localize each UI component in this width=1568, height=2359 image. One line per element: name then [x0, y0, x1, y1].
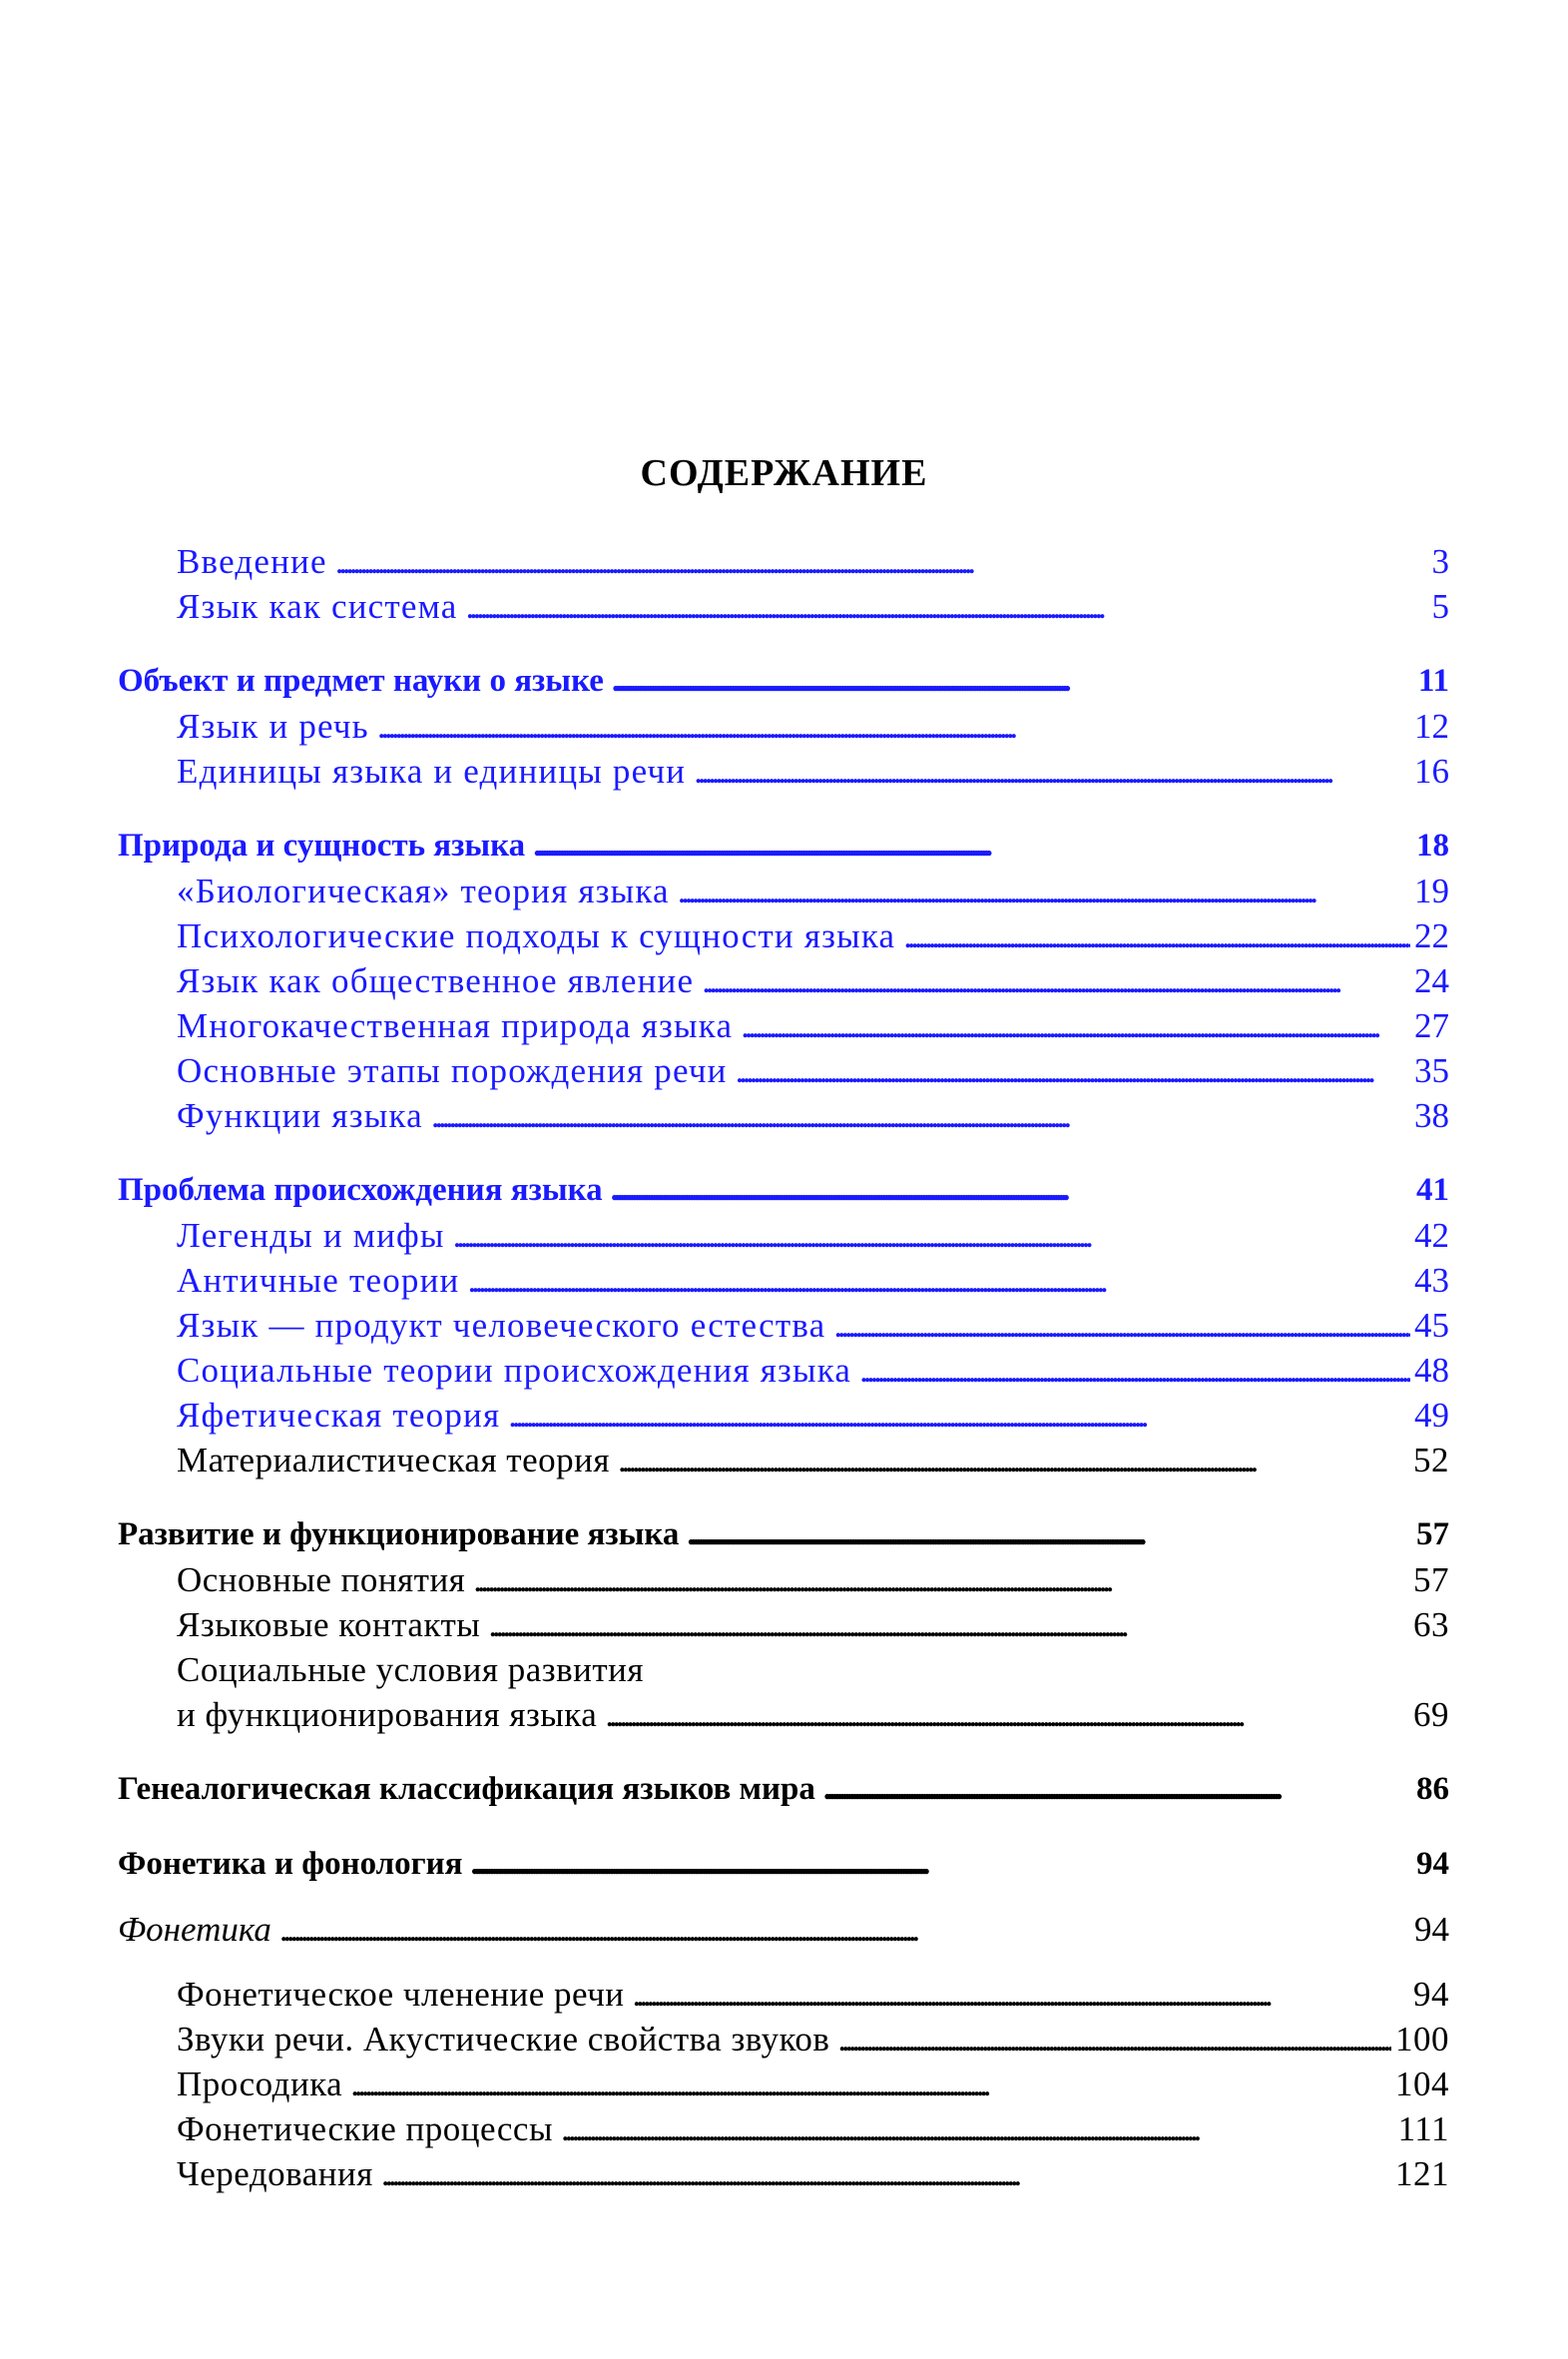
- dot-leader: [377, 704, 1410, 749]
- toc-chapter-heading: [118, 1767, 1449, 1812]
- toc-entry-title: Основные этапы порождения речи: [177, 1051, 728, 1090]
- toc-page-number: 16: [1414, 752, 1449, 791]
- toc-chapter-heading: [118, 1512, 1449, 1557]
- dot-leader: [633, 1972, 1409, 2017]
- toc-entry-title: Природа и сущность языка: [118, 828, 526, 864]
- toc-entry[interactable]: [118, 539, 1449, 584]
- toc-page-number: 48: [1414, 1351, 1449, 1390]
- toc-page-number: 22: [1414, 916, 1449, 955]
- toc-entry-title: Звуки речи. Акустические свойства звуков: [177, 2020, 830, 2059]
- toc-page-number: 35: [1414, 1051, 1449, 1090]
- toc-entry: [118, 1602, 1449, 1647]
- toc-page-number: 41: [1416, 1172, 1449, 1208]
- toc-entry: [118, 2106, 1449, 2151]
- dot-leader: [611, 1168, 1412, 1213]
- toc-entry: [118, 1972, 1449, 2017]
- dot-leader: [694, 749, 1410, 794]
- dot-leader: [350, 2062, 1391, 2106]
- toc-page-number: 42: [1414, 1216, 1449, 1255]
- toc-chapter-heading[interactable]: [118, 824, 1449, 869]
- dot-leader: [453, 1213, 1410, 1258]
- toc-entry: [118, 1647, 1449, 1692]
- toc-entry: [118, 2017, 1449, 2062]
- toc-entry: [118, 2062, 1449, 2106]
- toc-entry-title: Объект и предмет науки о языке: [118, 663, 604, 699]
- dot-leader: [903, 913, 1410, 958]
- dot-leader: [561, 2106, 1394, 2151]
- toc-entry[interactable]: [118, 1303, 1449, 1348]
- dot-leader: [471, 1842, 1412, 1887]
- toc-page-number: 57: [1416, 1516, 1449, 1552]
- dot-leader: [618, 1438, 1409, 1482]
- toc-entry-title: Основные понятия: [177, 1560, 466, 1599]
- toc-page-number: 18: [1416, 828, 1449, 864]
- dot-leader: [467, 1258, 1410, 1303]
- toc-entry[interactable]: [118, 1093, 1449, 1138]
- toc-entry[interactable]: [118, 704, 1449, 749]
- dot-leader: [488, 1602, 1409, 1647]
- toc-entry-title: Многокачественная природа языка: [177, 1006, 734, 1045]
- toc-entry-title: «Биологическая» теория языка: [177, 872, 670, 910]
- toc-entry-title: Язык и речь: [177, 707, 369, 746]
- dot-leader: [702, 958, 1410, 1003]
- dot-leader: [612, 659, 1414, 704]
- toc-entry[interactable]: [118, 1048, 1449, 1093]
- toc-entry-title: Материалистическая теория: [177, 1441, 610, 1479]
- dot-leader: [335, 539, 1428, 584]
- dot-leader: [508, 1393, 1410, 1438]
- toc-entry: [118, 2151, 1449, 2196]
- toc-entry-continuation: [118, 1692, 1449, 1737]
- toc-entry-title: Социальные условия развития: [177, 1650, 644, 1689]
- toc-page-number: 94: [1414, 1910, 1449, 1949]
- dot-leader: [381, 2151, 1391, 2196]
- toc-entry[interactable]: [118, 958, 1449, 1003]
- toc-entry-title: Фонетика и фонология: [118, 1846, 463, 1882]
- toc-entry-title: Введение: [177, 542, 327, 581]
- toc-entry[interactable]: [118, 584, 1449, 629]
- toc-page-number: 94: [1416, 1846, 1449, 1882]
- dot-leader: [678, 869, 1410, 913]
- toc-section-heading: [118, 1907, 1449, 1952]
- toc-entry[interactable]: [118, 1003, 1449, 1048]
- toc-entry-title: Социальные теории происхождения языка: [177, 1351, 852, 1390]
- toc-entry-title: Функции языка: [177, 1096, 423, 1135]
- toc-page-number: 38: [1414, 1096, 1449, 1135]
- toc-entry-title: Язык — продукт человеческого естества: [177, 1306, 826, 1345]
- toc-entry-title: Генеалогическая классификация языков мира: [118, 1771, 815, 1807]
- toc-entry-title: Легенды и мифы: [177, 1216, 445, 1255]
- toc-page-number: 45: [1414, 1306, 1449, 1345]
- toc-page-number: 94: [1413, 1975, 1449, 2014]
- dot-leader: [605, 1692, 1409, 1737]
- toc-entry-title: Язык как общественное явление: [177, 961, 695, 1000]
- toc-page-number: 121: [1395, 2154, 1449, 2193]
- toc-page-number: 19: [1414, 872, 1449, 910]
- dot-leader: [431, 1093, 1410, 1138]
- dot-leader: [859, 1348, 1410, 1393]
- toc-page-number: 12: [1414, 707, 1449, 746]
- toc-page-number: 3: [1431, 542, 1449, 581]
- toc-entry-title: Психологические подходы к сущности языка: [177, 916, 896, 955]
- dot-leader: [823, 1767, 1412, 1812]
- toc-entry-title: Развитие и функционирование языка: [118, 1516, 680, 1552]
- dot-leader: [833, 1303, 1410, 1348]
- toc-entry[interactable]: [118, 749, 1449, 794]
- toc-entry[interactable]: [118, 913, 1449, 958]
- toc-page-number: 57: [1413, 1560, 1449, 1599]
- toc-page-number: 63: [1413, 1605, 1449, 1644]
- dot-leader: [736, 1048, 1410, 1093]
- toc-page-number: 49: [1414, 1396, 1449, 1435]
- toc-page-number: 27: [1414, 1006, 1449, 1045]
- toc-entry-title: Фонетические процессы: [177, 2109, 553, 2148]
- toc-page-number: 69: [1413, 1695, 1449, 1734]
- dot-leader: [279, 1907, 1410, 1952]
- toc-entry[interactable]: [118, 1393, 1449, 1438]
- table-of-contents: [118, 539, 1449, 2196]
- dot-leader: [533, 824, 1412, 869]
- toc-entry-title: Проблема происхождения языка: [118, 1172, 603, 1208]
- toc-entry-title: Единицы языка и единицы речи: [177, 752, 687, 791]
- dot-leader: [687, 1512, 1412, 1557]
- toc-page-number: 24: [1414, 961, 1449, 1000]
- toc-entry-title: Яфетическая теория: [177, 1396, 501, 1435]
- toc-entry-title: Языковые контакты: [177, 1605, 481, 1644]
- toc-page-number: 86: [1416, 1771, 1449, 1807]
- dot-leader: [741, 1003, 1410, 1048]
- toc-page-number: 111: [1397, 2109, 1449, 2148]
- toc-entry: [118, 1438, 1449, 1482]
- toc-chapter-heading: [118, 1842, 1449, 1887]
- dot-leader: [473, 1557, 1409, 1602]
- toc-page-number: 43: [1414, 1261, 1449, 1300]
- dot-leader: [465, 584, 1427, 629]
- toc-entry-title: Фонетика: [118, 1910, 271, 1949]
- toc-entry-title: Фонетическое членение речи: [177, 1975, 625, 2014]
- toc-page-number: 11: [1417, 663, 1449, 699]
- toc-entry[interactable]: [118, 1258, 1449, 1303]
- toc-entry-title: и функционирования языка: [177, 1695, 598, 1734]
- toc-page-number: 52: [1413, 1441, 1449, 1479]
- toc-chapter-heading[interactable]: [118, 659, 1449, 704]
- toc-entry[interactable]: [118, 1348, 1449, 1393]
- toc-entry-title: Просодика: [177, 2064, 343, 2103]
- toc-page-number: 5: [1431, 587, 1449, 626]
- page-title: СОДЕРЖАНИЕ: [640, 452, 928, 494]
- toc-chapter-heading[interactable]: [118, 1168, 1449, 1213]
- toc-page-number: 100: [1395, 2020, 1449, 2059]
- toc-entry-title: Чередования: [177, 2154, 373, 2193]
- dot-leader: [837, 2017, 1391, 2062]
- toc-page-number: 104: [1395, 2064, 1449, 2103]
- toc-entry-title: Античные теории: [177, 1261, 460, 1300]
- toc-entry: [118, 1557, 1449, 1602]
- toc-entry-title: Язык как система: [177, 587, 458, 626]
- toc-entry[interactable]: [118, 1213, 1449, 1258]
- toc-entry[interactable]: [118, 869, 1449, 913]
